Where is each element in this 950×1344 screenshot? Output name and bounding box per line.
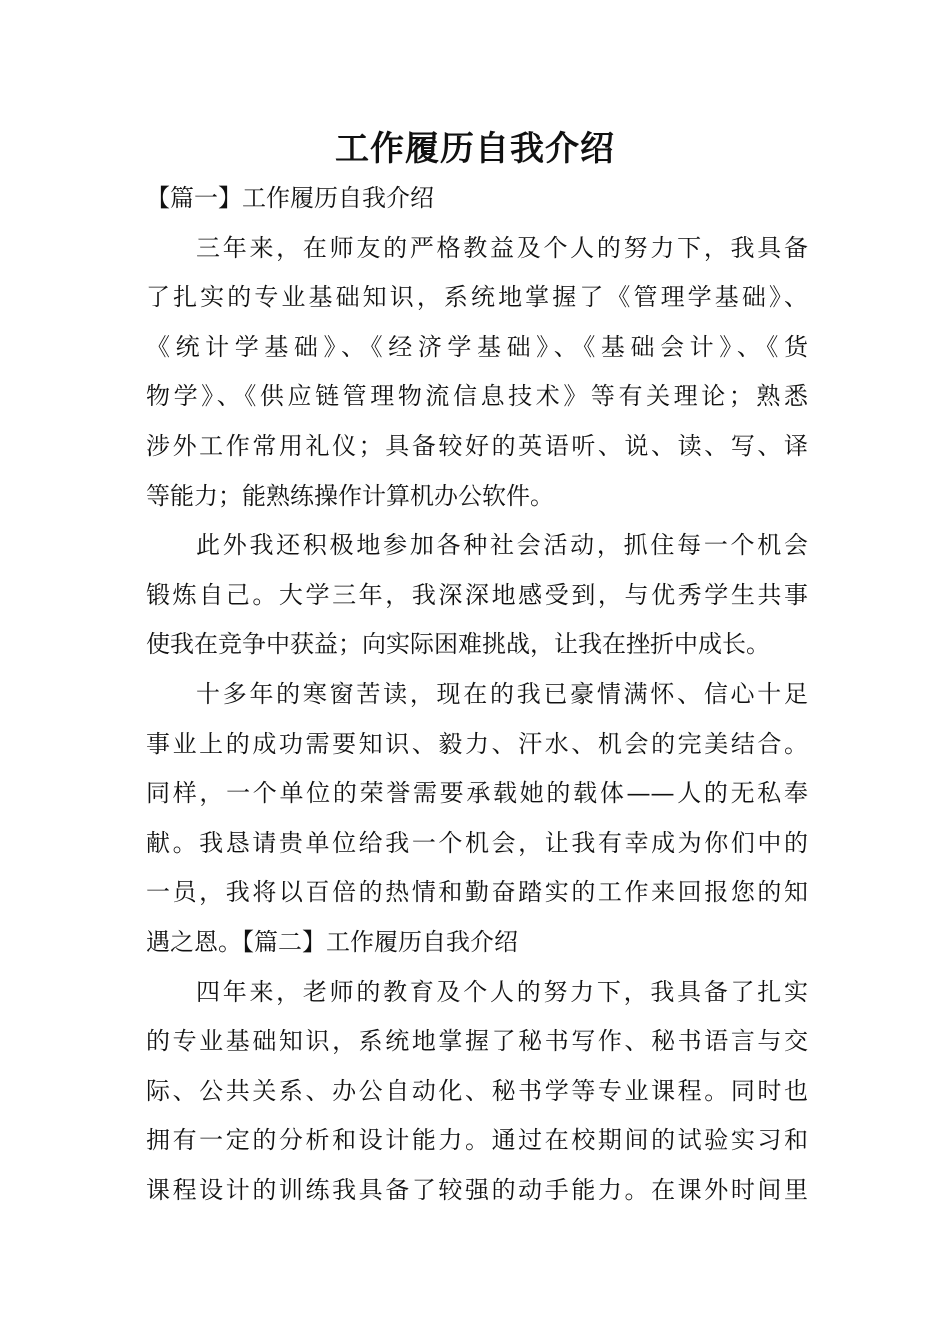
body-line: 了扎实的专业基础知识，系统地掌握了《管理学基础》、	[146, 283, 808, 312]
body-line: 十多年的寒窗苦读，现在的我已豪情满怀、信心十足	[196, 679, 808, 708]
body-line: 四年来，老师的教育及个人的努力下，我具备了扎实	[196, 977, 808, 1006]
body-line: 事业上的成功需要知识、毅力、汗水、机会的完美结合。	[146, 729, 808, 758]
body-line: 际、公共关系、办公自动化、秘书学等专业课程。同时也	[146, 1076, 808, 1105]
body-line: 【篇一】工作履历自我介绍	[146, 184, 434, 212]
body-line: 一员，我将以百倍的热情和勤奋踏实的工作来回报您的知	[146, 878, 808, 907]
body-line: 锻炼自己。大学三年，我深深地感受到，与优秀学生共事	[146, 580, 808, 609]
body-line: 使我在竞争中获益；向实际困难挑战，让我在挫折中成长。	[146, 630, 770, 659]
body-line: 此外我还积极地参加各种社会活动，抓住每一个机会	[196, 531, 808, 560]
document-title: 工作履历自我介绍	[335, 129, 615, 169]
body-line: 物学》、《供应链管理物流信息技术》等有关理论；熟悉	[146, 382, 808, 411]
body-line: 三年来，在师友的严格教益及个人的努力下，我具备	[196, 233, 808, 262]
body-line: 拥有一定的分析和设计能力。通过在校期间的试验实习和	[146, 1126, 808, 1155]
body-line: 《统计学基础》、《经济学基础》、《基础会计》、《货	[146, 332, 808, 361]
body-line: 等能力；能熟练操作计算机办公软件。	[146, 481, 554, 510]
document-body	[146, 174, 808, 1215]
body-line: 的专业基础知识，系统地掌握了秘书写作、秘书语言与交	[146, 1027, 808, 1056]
body-line: 遇之恩。【篇二】工作履历自我介绍	[146, 927, 518, 956]
body-line: 同样，一个单位的荣誉需要承载她的载体——人的无私奉	[146, 779, 808, 808]
body-line: 涉外工作常用礼仪；具备较好的英语听、说、读、写、译	[146, 431, 808, 460]
body-line: 献。我恳请贵单位给我一个机会，让我有幸成为你们中的	[146, 828, 808, 857]
body-line: 课程设计的训练我具备了较强的动手能力。在课外时间里	[146, 1175, 808, 1204]
